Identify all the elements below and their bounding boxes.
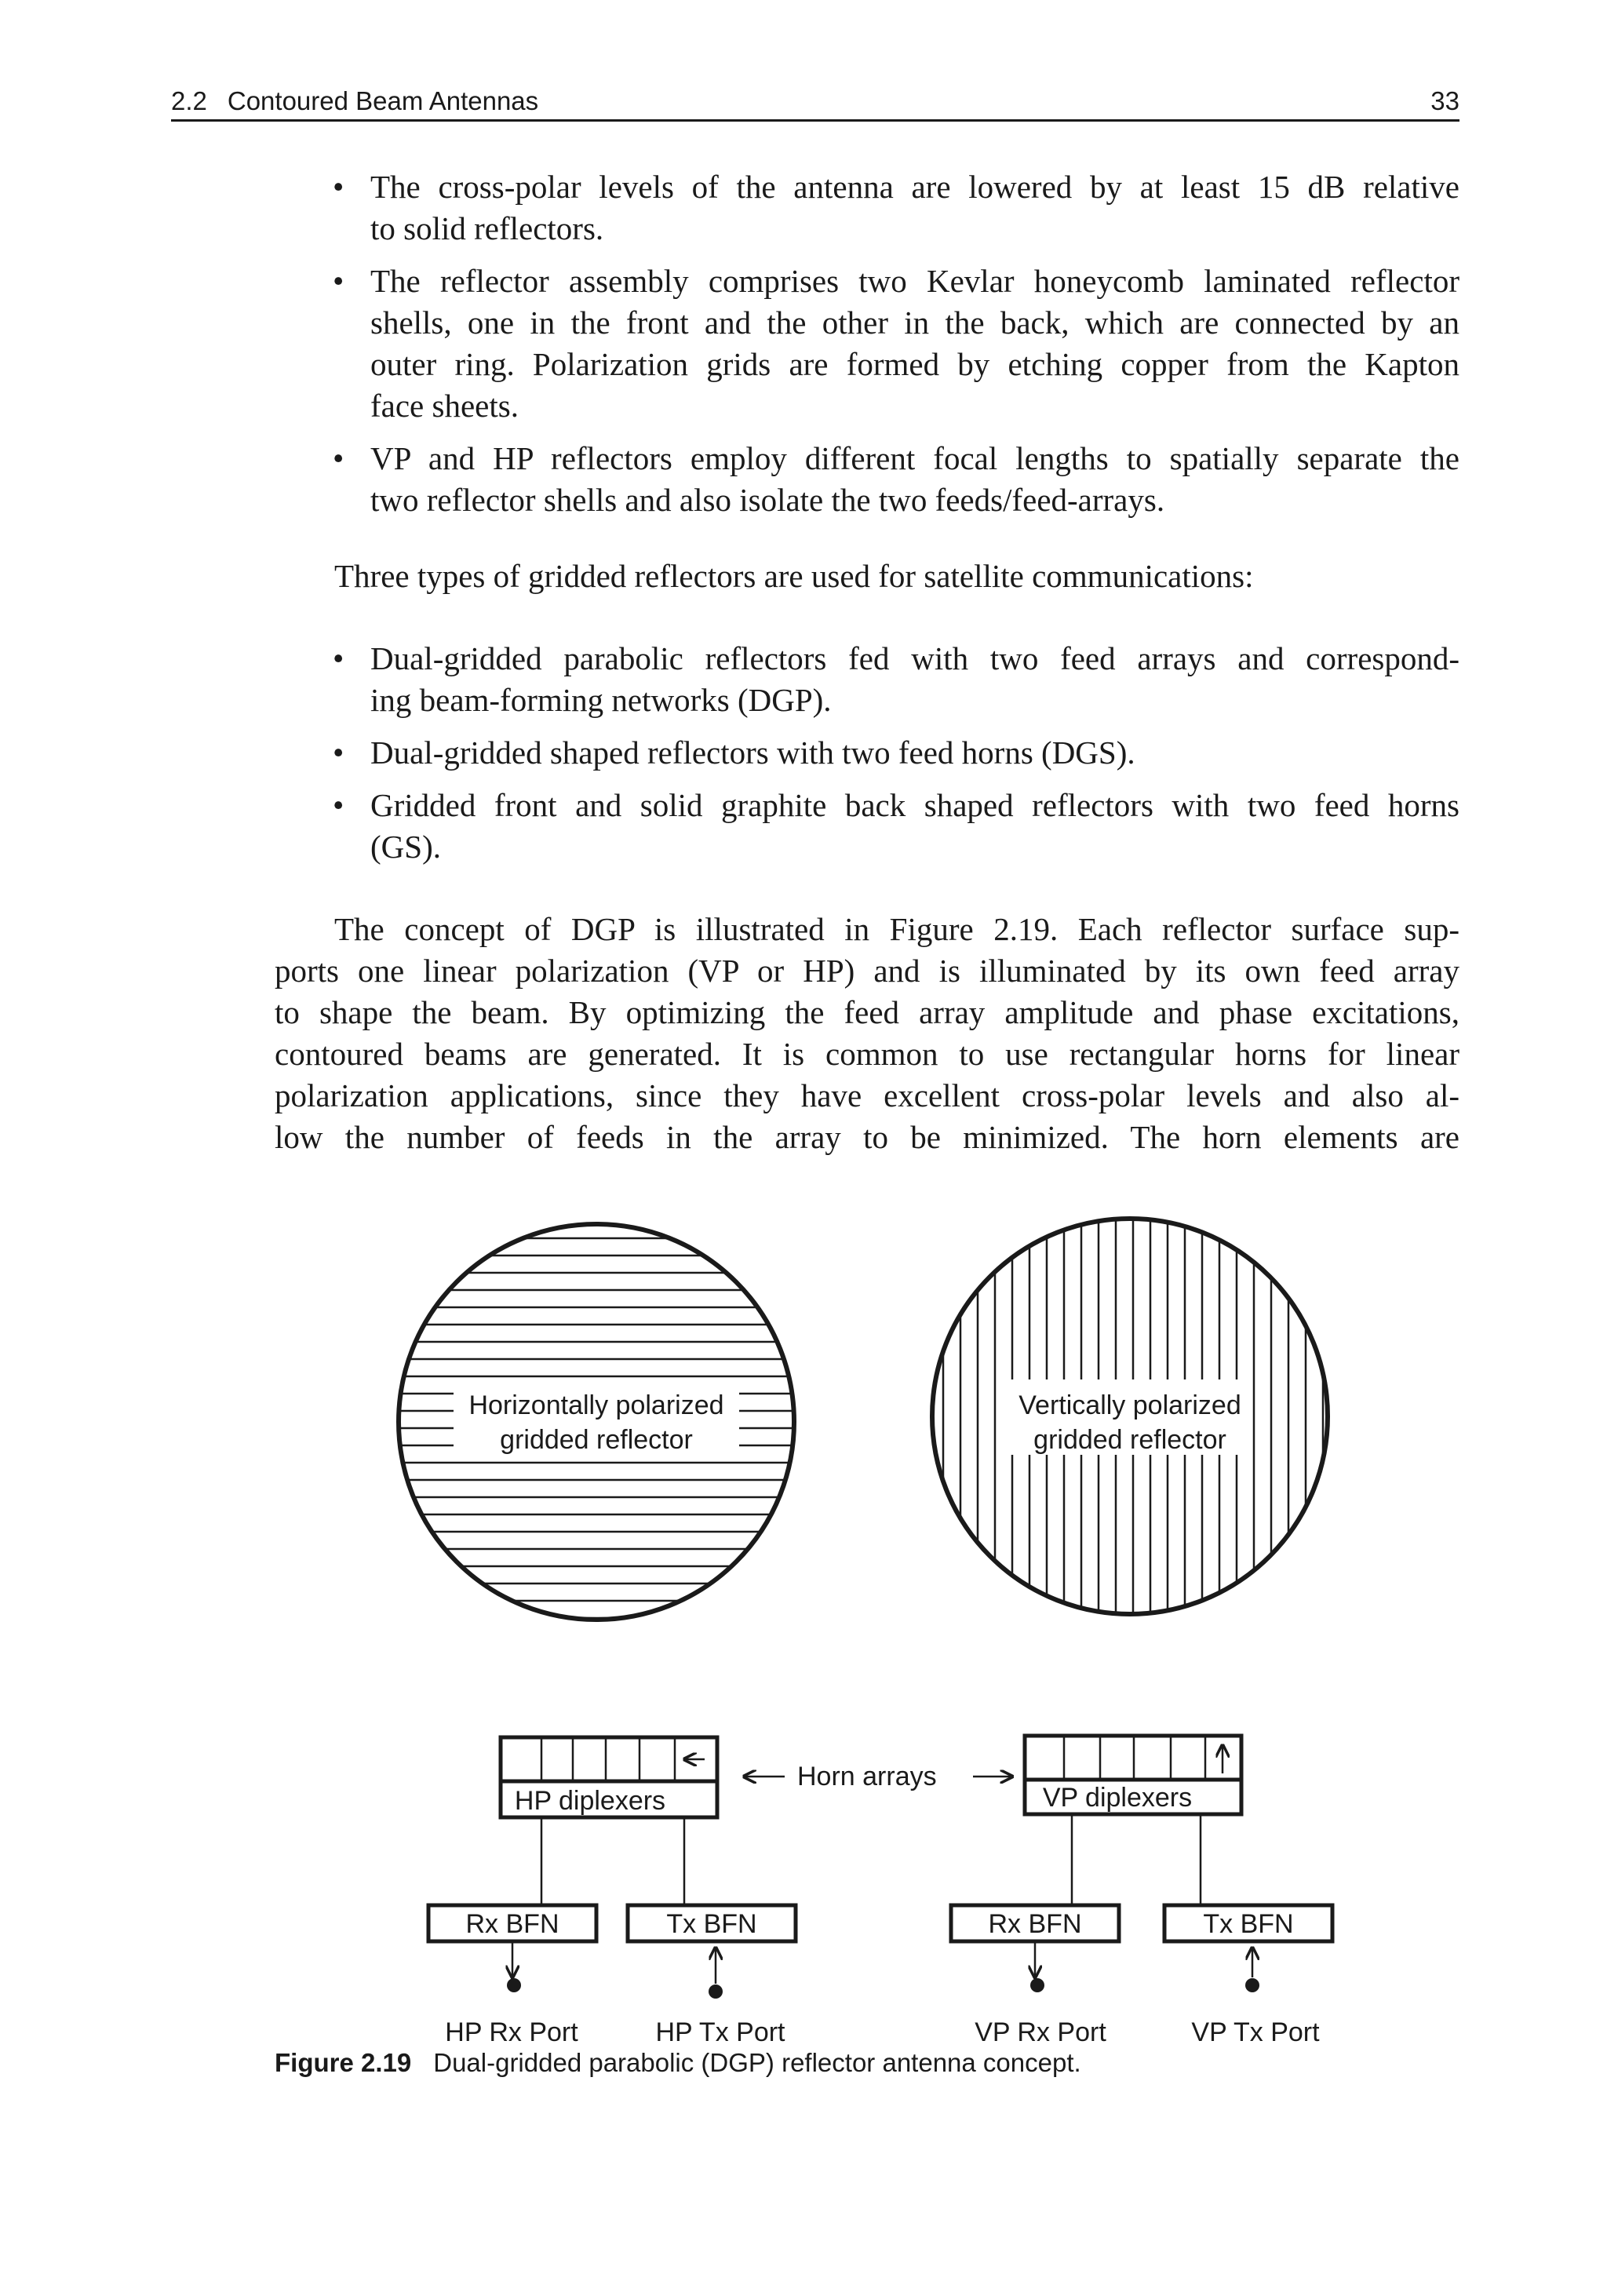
bullet-list-reflector-types [330,638,1459,879]
caption-number: Figure 2.19 [275,2048,412,2077]
text-line: outer ring. Polarization grids are formed by etching copper from the Kapton [370,346,1459,382]
running-header [171,88,1459,122]
hp-feed-assembly [501,1737,717,1817]
bullet-dot-icon: • [333,169,344,205]
hp-rx-bfn [428,1905,596,1941]
vp-gridded-reflector [932,1208,1328,1632]
text-line: The reflector assembly comprises two Kevlar honeycomb laminated reflector [370,263,1459,299]
bullet-dot-icon: • [333,440,344,476]
list-item [330,732,1459,774]
section-heading [171,86,538,116]
list-item [330,261,1459,427]
text-line: to shape the beam. By optimizing the feed array amplitude and phase excitations, [275,994,1459,1030]
vp-feed-assembly [1025,1736,1241,1814]
hp-rx-port-label: HP Rx Port [445,2017,578,2047]
text-line: face sheets. [370,388,519,424]
horn-arrays-label: Horn arrays [797,1762,937,1791]
hp-tx-port-label: HP Tx Port [655,2017,785,2047]
vp-rx-port-label: VP Rx Port [975,2017,1106,2047]
text-line: Dual-gridded shaped reflectors with two feed horns (DGS). [370,734,1135,771]
port-connections [507,1941,1259,1999]
caption-text: Dual-gridded parabolic (DGP) reflector antenna concept. [433,2048,1081,2077]
bullet-dot-icon: • [333,263,344,299]
bullet-dot-icon: • [333,734,344,771]
text-line: The concept of DGP is illustrated in Figure 2.19. Each reflector surface sup- [334,911,1459,947]
text-line: VP and HP reflectors employ different focal lengths to spatially separate the [370,440,1459,476]
figure-caption [275,2048,1081,2078]
vp-tx-bfn-label: Tx BFN [1203,1909,1294,1939]
hp-diplexers-label: HP diplexers [514,1786,666,1816]
vp-rx-bfn [951,1905,1119,1941]
list-item [330,785,1459,868]
vp-reflector-label-line2: gridded reflector [1033,1425,1226,1455]
hp-tx-bfn-label: Tx BFN [666,1909,757,1939]
horn-arrays-annotation [744,1762,1012,1791]
dgp-diagram [0,1193,1607,2134]
text-line: ing beam-forming networks (DGP). [370,682,832,718]
bullet-list-features [330,166,1459,532]
text-line: ports one linear polarization (VP or HP) and is illuminated by its own feed array [275,953,1459,989]
section-number: 2.2 [171,86,207,115]
text-line: shells, one in the front and the other in the back, which are connected by an [370,304,1459,341]
list-item [330,638,1459,721]
page-number: 33 [1430,86,1459,115]
bullet-dot-icon: • [333,640,344,676]
hp-reflector-label-line2: gridded reflector [500,1425,693,1455]
text-line: low the number of feeds in the array to be minimized. The horn elements are [275,1119,1459,1155]
vp-tx-bfn [1164,1905,1332,1941]
vp-rx-bfn-label: Rx BFN [988,1909,1082,1939]
text-line: two reflector shells and also isolate the two feeds/feed-arrays. [370,482,1165,518]
hp-rx-bfn-label: Rx BFN [465,1909,559,1939]
text-line: polarization applications, since they have excellent cross-polar levels and also al- [275,1077,1459,1113]
vp-diplexers-label: VP diplexers [1042,1783,1193,1813]
text-line: The cross-polar levels of the antenna are lowered by at least 15 dB relative [370,169,1459,205]
text-line: (GS). [370,829,441,865]
vp-reflector-label-line1: Vertically polarized [1018,1390,1241,1420]
hp-reflector-label-line1: Horizontally polarized [468,1390,724,1420]
bullet-dot-icon: • [333,787,344,823]
vp-tx-port-label: VP Tx Port [1191,2017,1320,2047]
figure-2-19 [0,1193,1607,2134]
list-item [330,166,1459,250]
text-line: to solid reflectors. [370,210,604,246]
text-line: Dual-gridded parabolic reflectors fed with two feed arrays and correspond- [370,640,1459,676]
body-paragraph [275,909,1459,1158]
intro-sentence: Three types of gridded reflectors are used for satellite communications: [334,558,1254,594]
text-line: Gridded front and solid graphite back shaped reflectors with two feed horns [370,787,1459,823]
hp-tx-bfn [628,1905,796,1941]
section-title: Contoured Beam Antennas [227,86,539,115]
text-line: contoured beams are generated. It is common to use rectangular horns for linear [275,1036,1459,1072]
list-item [330,438,1459,521]
hp-gridded-reflector [392,1224,800,1620]
